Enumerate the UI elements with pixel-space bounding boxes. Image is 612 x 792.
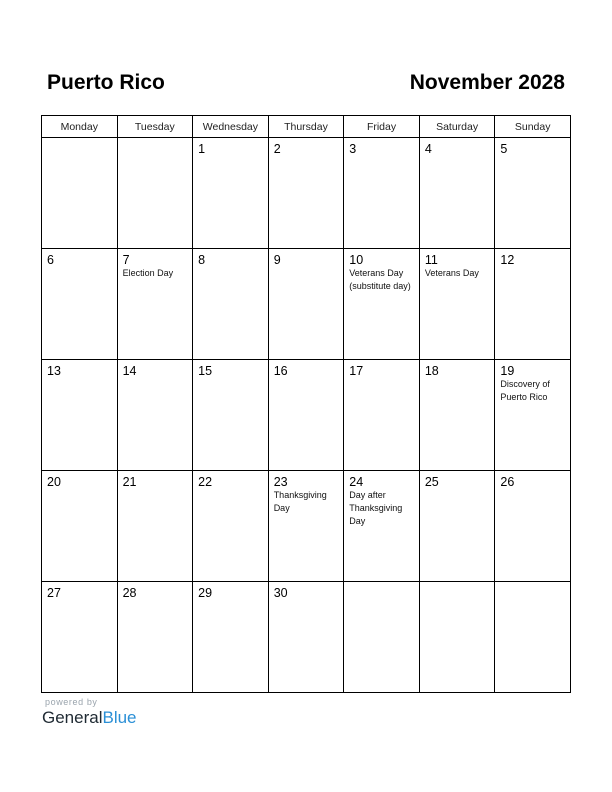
day-number: 11 (424, 253, 438, 267)
day-cell (419, 582, 495, 693)
day-cell (419, 138, 495, 249)
day-cell (344, 360, 420, 471)
week-row (42, 138, 571, 249)
country-title: Puerto Rico (47, 71, 165, 94)
holiday-label: Discovery of Puerto Rico (500, 379, 550, 402)
day-cell (42, 582, 118, 693)
day-number: 29 (198, 586, 213, 600)
day-number: 17 (349, 364, 364, 378)
day-number: 15 (198, 364, 213, 378)
day-number: 5 (500, 142, 508, 156)
day-number: 3 (349, 142, 357, 156)
holiday-label: Veterans Day (substitute day) (349, 268, 411, 291)
day-cell (117, 138, 193, 249)
day-number: 6 (47, 253, 54, 267)
day-cell (268, 471, 344, 582)
day-cell (117, 249, 193, 360)
day-number: 12 (500, 253, 515, 267)
day-cell (193, 360, 269, 471)
day-number: 10 (349, 253, 364, 267)
weekday-monday: Monday (42, 116, 118, 138)
day-cell (495, 471, 571, 582)
day-number: 4 (424, 142, 432, 156)
brand-general-text: General (42, 708, 103, 727)
day-number (495, 582, 570, 586)
day-cell (42, 360, 118, 471)
day-cell (268, 360, 344, 471)
day-cell (495, 582, 571, 693)
month-year-title: November 2028 (409, 71, 565, 94)
day-number: 22 (198, 475, 213, 489)
day-number (42, 138, 117, 142)
day-number: 16 (273, 364, 288, 378)
day-cell (117, 471, 193, 582)
day-cell (193, 582, 269, 693)
day-cell (268, 138, 344, 249)
day-cell (193, 249, 269, 360)
day-number: 30 (273, 586, 288, 600)
holiday-label: Veterans Day (424, 268, 479, 278)
day-number (118, 138, 193, 142)
day-cell (117, 360, 193, 471)
holiday-label: Election Day (122, 268, 174, 278)
day-number: 27 (47, 586, 61, 600)
day-number: 2 (273, 142, 281, 156)
week-row (42, 249, 571, 360)
week-row (42, 582, 571, 693)
powered-by-text: powered by (45, 697, 98, 707)
day-cell (495, 249, 571, 360)
generalblue-logo[interactable] (42, 708, 137, 728)
day-cell (344, 138, 420, 249)
day-number (420, 582, 495, 586)
weekday-thursday: Thursday (268, 116, 344, 138)
day-cell (419, 360, 495, 471)
day-number: 1 (198, 142, 206, 156)
day-cell (495, 138, 571, 249)
weekday-sunday: Sunday (495, 116, 571, 138)
holiday-label: Day after Thanksgiving Day (349, 490, 403, 526)
day-cell (268, 249, 344, 360)
day-cell (42, 138, 118, 249)
day-number: 20 (47, 475, 61, 489)
day-number (344, 582, 419, 586)
day-cell (344, 471, 420, 582)
day-cell (268, 582, 344, 693)
day-number: 28 (122, 586, 137, 600)
weekday-tuesday: Tuesday (117, 116, 193, 138)
day-number: 23 (273, 475, 288, 489)
holiday-label: Thanksgiving Day (273, 490, 327, 513)
week-row (42, 471, 571, 582)
calendar-grid (41, 115, 571, 693)
day-cell (495, 360, 571, 471)
week-row (42, 360, 571, 471)
day-cell (344, 582, 420, 693)
day-number: 13 (47, 364, 61, 378)
day-number: 24 (349, 475, 364, 489)
day-cell (117, 582, 193, 693)
day-cell (344, 249, 420, 360)
day-number: 18 (424, 364, 439, 378)
day-number: 25 (424, 475, 439, 489)
day-cell (193, 471, 269, 582)
day-number: 21 (122, 475, 137, 489)
weekday-friday: Friday (344, 116, 420, 138)
day-cell (193, 138, 269, 249)
weekday-saturday: Saturday (419, 116, 495, 138)
day-number: 8 (198, 253, 206, 267)
day-number: 26 (500, 475, 515, 489)
day-number: 19 (500, 364, 515, 378)
day-number: 7 (122, 253, 130, 267)
weekday-header-row (42, 116, 571, 138)
day-cell (419, 471, 495, 582)
day-cell (42, 471, 118, 582)
day-cell (419, 249, 495, 360)
brand-blue-text: Blue (102, 708, 137, 727)
day-number: 9 (273, 253, 281, 267)
weekday-wednesday: Wednesday (193, 116, 269, 138)
day-number: 14 (122, 364, 137, 378)
day-cell (42, 249, 118, 360)
